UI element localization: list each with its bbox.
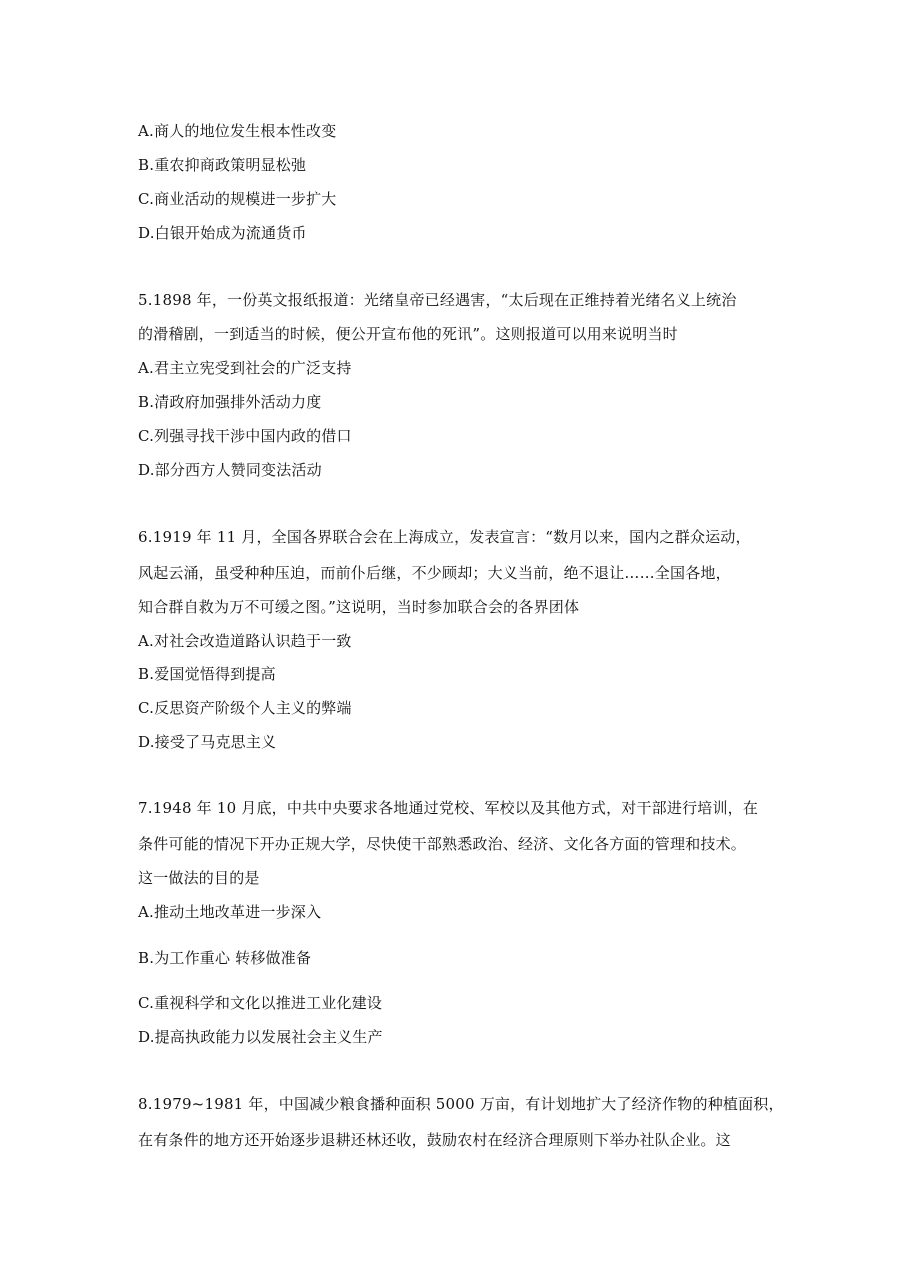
q4-option-d: D.白银开始成为流通货币 (138, 224, 307, 242)
q6-option-c: C.反思资产阶级个人主义的弊端 (138, 699, 352, 717)
q5-stem-line-2: 的滑稽剧，一到适当的时候，便公开宣布他的死讯”。这则报道可以用来说明当时 (138, 325, 678, 343)
q7-option-c: C.重视科学和文化以推进工业化建设 (138, 994, 383, 1012)
q8-stem-line-1: 8.1979~1981 年，中国减少粮食播种面积 5000 万亩，有计划地扩大了经济作物的种植面积， (138, 1095, 784, 1113)
q4-option-b: B.重农抑商政策明显松弛 (138, 156, 307, 174)
q6-stem-line-2: 风起云涌，虽受种种压迫，而前仆后继，不少顾却；大义当前，绝不退让……全国各地， (138, 564, 731, 582)
q5-stem-line-1: 5.1898 年，一份英文报纸报道：光绪皇帝已经遇害，“太后现在正维持着光绪名义上统治 (138, 291, 737, 309)
q8-stem-line-2: 在有条件的地方还开始逐步退耕还林还收，鼓励农村在经济合理原则下举办社队企业。这 (138, 1131, 731, 1149)
q6-stem-line-1: 6.1919 年 11 月，全国各界联合会在上海成立，发表宣言：“数月以来，国内之群众运动， (138, 528, 751, 546)
q4-option-c: C.商业活动的规模进一步扩大 (138, 190, 337, 208)
q7-stem-line-1: 7.1948 年 10 月底，中共中央要求各地通过党校、军校以及其他方式，对干部进行培训，在 (138, 799, 759, 817)
q7-stem-line-2: 条件可能的情况下开办正规大学，尽快使干部熟悉政治、经济、文化各方面的管理和技术。 (138, 835, 747, 853)
q5-option-b: B.清政府加强排外活动力度 (138, 393, 322, 411)
q7-option-b: B.为工作重心 转移做准备 (138, 949, 312, 967)
q5-option-a: A.君主立宪受到社会的广泛支持 (138, 359, 352, 377)
q7-option-a: A.推动土地改革进一步深入 (138, 903, 322, 921)
q4-option-a: A.商人的地位发生根本性改变 (138, 122, 337, 140)
q6-stem-line-3: 知合群自救为万不可缓之图。”这说明，当时参加联合会的各界团体 (138, 598, 580, 616)
q7-option-d: D.提高执政能力以发展社会主义生产 (138, 1028, 383, 1046)
q6-option-d: D.接受了马克思主义 (138, 733, 277, 751)
q6-option-b: B.爱国觉悟得到提高 (138, 665, 276, 683)
q7-stem-line-3: 这一做法的目的是 (138, 869, 260, 887)
q5-option-c: C.列强寻找干涉中国内政的借口 (138, 427, 352, 445)
q6-option-a: A.对社会改造道路认识趋于一致 (138, 632, 352, 650)
q5-option-d: D.部分西方人赞同变法活动 (138, 461, 322, 479)
